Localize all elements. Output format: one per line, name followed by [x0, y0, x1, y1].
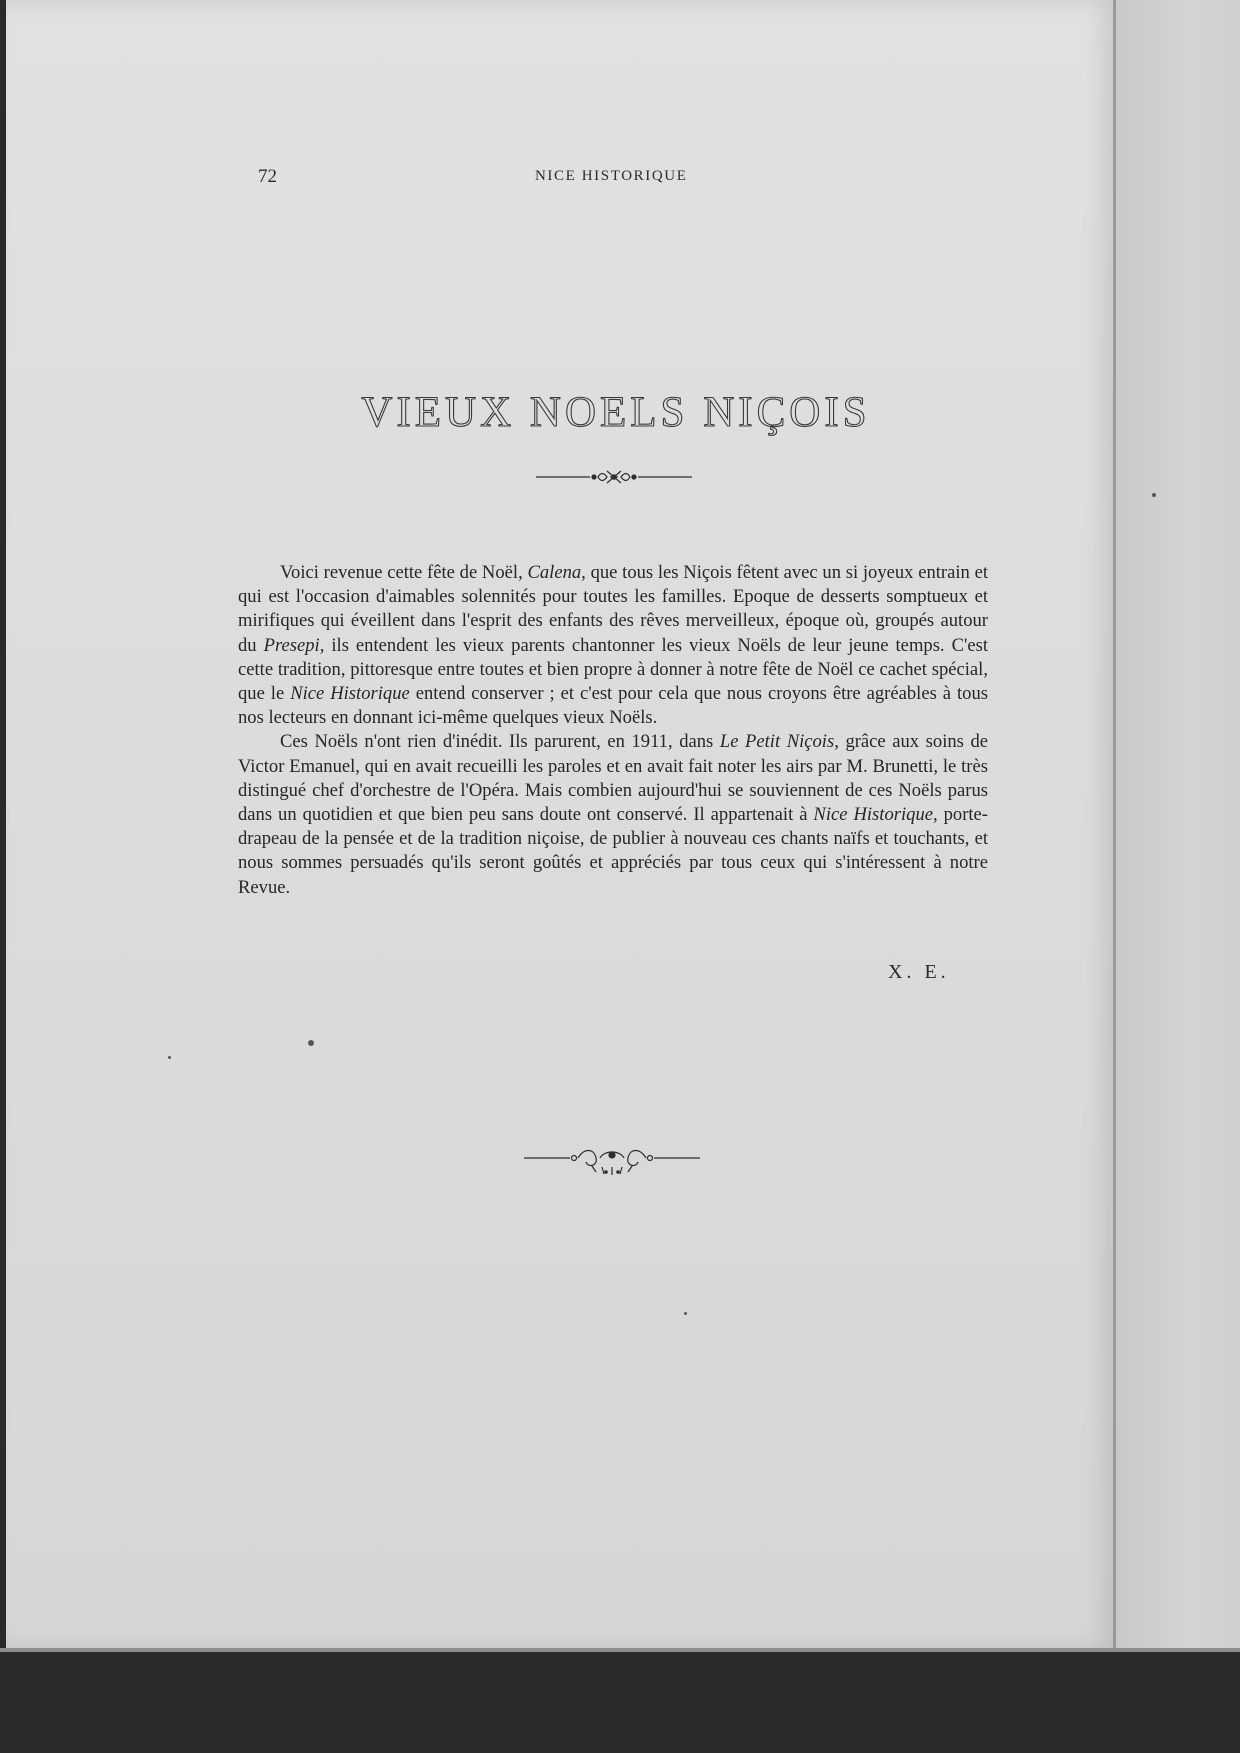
ink-speck [168, 1056, 171, 1059]
page-number: 72 [258, 166, 277, 187]
adjacent-page-edge [1116, 0, 1240, 1650]
italic-run: Calena, [527, 562, 586, 583]
italic-run: Presepi, [263, 634, 325, 656]
book-page [6, 0, 1116, 1648]
italic-run: Nice Historique, [813, 804, 938, 826]
paragraph-1 [238, 561, 988, 730]
scroll-vignette-icon [522, 1146, 702, 1180]
text-run: Ces Noëls n'ont rien d'inédit. Ils parurent, en 1911, dans [280, 731, 720, 753]
ink-speck [1152, 493, 1156, 497]
text-run: porte-drapeau de la pensée et de la tradition niçoise, de publier à nouveau ces chants naïfs et touchants, et nous sommes persuadés qu'ils seront goûtés et appréciés par tous ceux qui s'intéressent à notre Revue. [238, 804, 988, 898]
paragraph-2 [238, 730, 988, 899]
author-signature: X. E. [888, 961, 950, 983]
text-run: ils entendent les vieux parents chantonner les vieux Noëls de leur jeune temps. C'est cette tradition, pittoresque entre toutes et bien propre à donner à notre fête de Noël ce cachet spécial, que le [238, 634, 988, 705]
italic-run: Le Petit Niçois, [719, 731, 839, 753]
italic-run: Nice Historique [290, 683, 410, 705]
ink-speck [308, 1040, 314, 1046]
journal-name: NICE HISTORIQUE [535, 168, 688, 184]
text-run: Voici revenue cette fête de Noël, [280, 562, 528, 583]
ink-speck [684, 1312, 687, 1315]
article-title: VIEUX NOELS NIÇOIS [361, 389, 871, 436]
text-run: que tous les Niçois fêtent avec un si joyeux entrain et qui est l'occasion d'aimables solennités pour toutes les familles. Epoque de desserts somptueux et mirifiques qui éveillent dans l'esprit des enfants des rêves merveilleux, époque où, groupés autour du [238, 562, 988, 656]
text-run: entend conserver ; et c'est pour cela que nous croyons être agréables à tous nos lecteurs en donnant ici-même quelques vieux Noëls. [238, 683, 988, 729]
fleuron-divider-icon [534, 466, 694, 488]
text-run: grâce aux soins de Victor Emanuel, qui en avait recueilli les paroles et en avait fait noter les airs par M. Brunetti, le très distingué chef d'orchestre de l'Opéra. Mais combien aujourd'hui se souviennent de ces Noëls parus dans un quotidien et que bien peu sans doute ont conservé. Il appartenait à [238, 731, 989, 826]
article-body [238, 561, 988, 900]
page-bottom-edge [0, 1648, 1240, 1652]
